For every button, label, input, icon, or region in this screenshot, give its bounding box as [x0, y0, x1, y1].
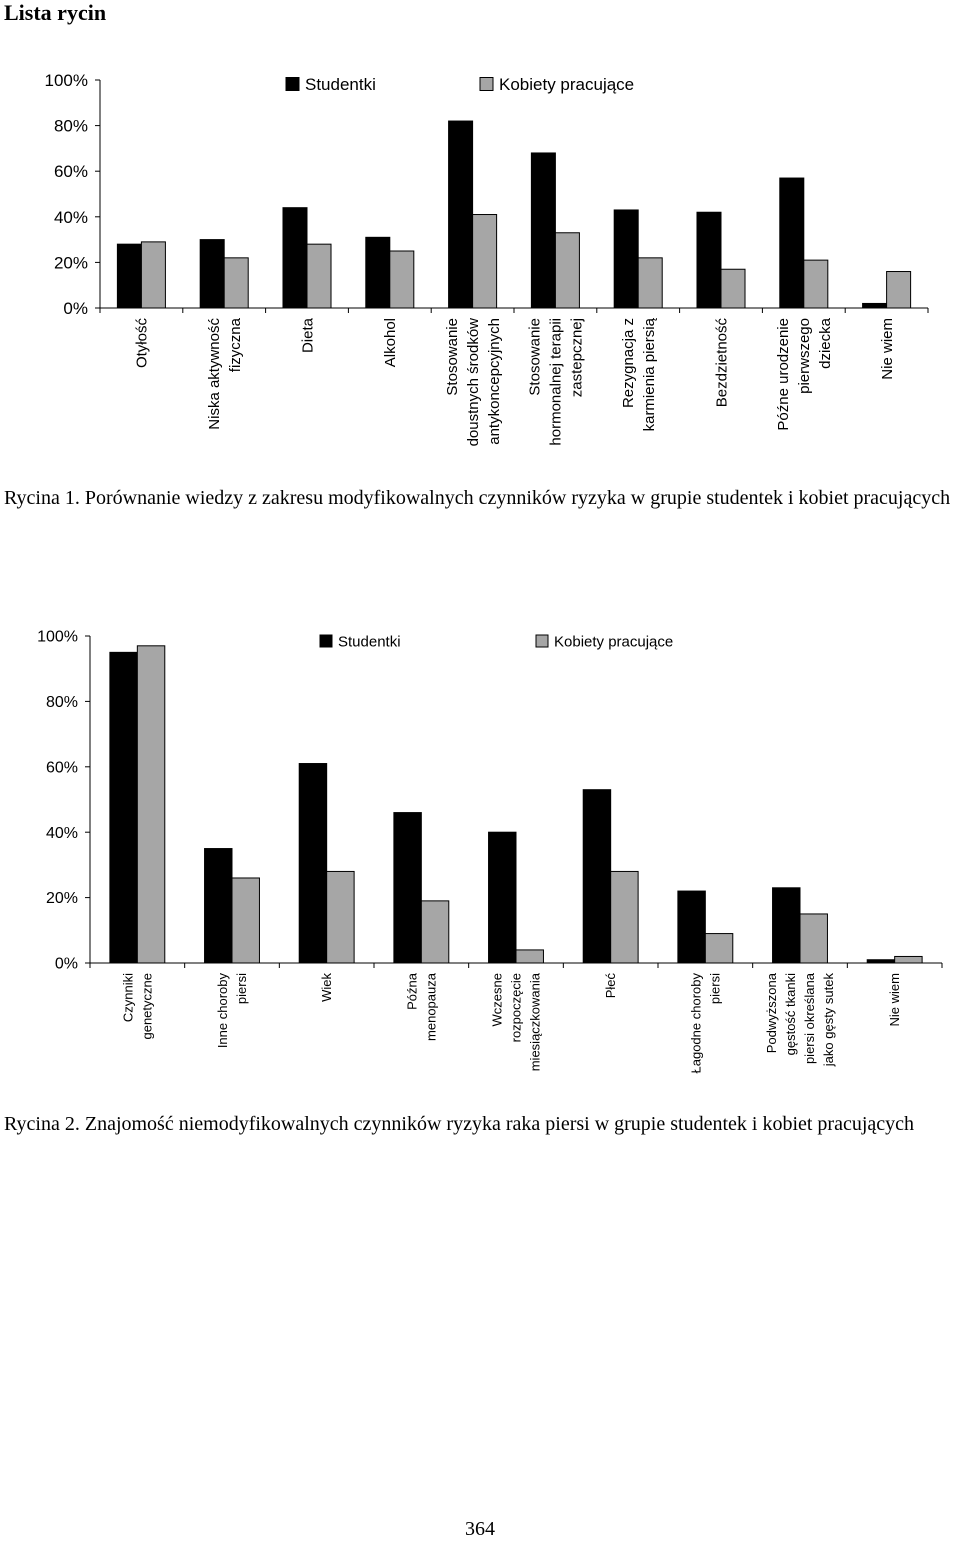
x-category-label-line: Wiek [319, 973, 335, 1002]
legend-label: Studentki [338, 633, 401, 651]
x-category-label [527, 318, 586, 446]
legend-label: Studentki [305, 74, 376, 94]
x-category-label [299, 317, 316, 353]
page-number: 364 [465, 1518, 495, 1540]
bar [283, 208, 307, 308]
x-category-label-line: Czynniki [120, 973, 136, 1023]
y-tick-label: 100% [37, 628, 78, 646]
legend-swatch [286, 78, 299, 91]
legend-swatch [536, 635, 548, 647]
bar [307, 244, 331, 308]
x-category-label-line: Inne choroby [215, 973, 231, 1049]
legend-label: Kobiety pracujące [499, 74, 635, 94]
y-tick-label: 100% [44, 70, 88, 90]
x-category-label-line: jako gęsty sutek [821, 973, 837, 1067]
x-category-label [688, 973, 722, 1074]
x-category-label-line: Rezygnacja z [619, 318, 637, 409]
bar [390, 251, 414, 308]
bar [141, 242, 165, 308]
bar [489, 832, 516, 963]
x-category-label-line: piersi [707, 973, 723, 1005]
x-category-label-line: Dieta [299, 318, 317, 354]
bar [366, 237, 390, 308]
bar [137, 646, 164, 963]
y-tick-label: 80% [53, 116, 88, 136]
x-category-label [879, 318, 896, 380]
bar [583, 790, 610, 963]
page-heading: Lista rycin [4, 0, 107, 25]
x-category-label [620, 317, 658, 431]
bar [780, 178, 804, 308]
legend-item [320, 633, 401, 650]
bar [200, 240, 224, 308]
bar [449, 121, 473, 308]
x-category-label [120, 973, 154, 1040]
x-category-label-line: Stosowanie [526, 318, 544, 396]
x-category-label-line: Nie wiem [887, 973, 903, 1027]
x-category-label [444, 318, 503, 447]
y-tick-label: 40% [45, 824, 78, 842]
bar [473, 215, 497, 308]
y-tick-label: 60% [45, 759, 78, 777]
legend-label: Kobiety pracujące [554, 633, 674, 651]
x-category-label-line: genetyczne [139, 973, 155, 1040]
x-category-label-line: Późna [404, 973, 420, 1010]
y-tick-label: 80% [45, 694, 78, 711]
bar [205, 849, 232, 963]
bar [516, 950, 543, 963]
bar [721, 269, 745, 308]
bar [804, 260, 828, 308]
x-category-label [134, 318, 151, 369]
x-category-label-line: Stosowanie [443, 317, 461, 396]
x-category-label-line: Alkohol [382, 318, 400, 368]
x-category-label [764, 972, 836, 1067]
x-category-label-line: doustnych środków [464, 317, 482, 447]
x-category-label-line: menopauza [423, 973, 439, 1041]
x-category-label-line: Podwyższona [764, 973, 780, 1054]
x-category-label-line: piersi określana [802, 973, 818, 1065]
x-category-label-line: fizyczna [226, 318, 244, 373]
x-category-label [319, 973, 334, 1002]
x-category-label [206, 317, 244, 429]
y-tick-label: 60% [53, 162, 88, 182]
x-category-label-line: Późne urodzenie [775, 318, 793, 431]
bar [299, 764, 326, 963]
x-category-label-line: Bezdzietność [713, 318, 731, 408]
y-tick-label: 20% [53, 253, 88, 273]
legend-item [286, 75, 376, 94]
x-category-label-line: piersi [234, 973, 250, 1005]
chart-2-non-modifiable-risk-factors [0, 616, 960, 1090]
x-category-label [713, 318, 730, 408]
legend-swatch [480, 78, 493, 91]
x-category-label-line: antykoncepcyjnych [485, 317, 503, 445]
x-category-label-line: Niska aktywność [205, 318, 223, 430]
bar [638, 258, 662, 308]
legend-item [480, 75, 634, 94]
x-category-label [775, 317, 834, 430]
bar [705, 934, 732, 963]
x-category-label-line: Otyłość [133, 318, 151, 369]
x-category-label [215, 973, 249, 1049]
bar [697, 212, 721, 308]
bar [421, 901, 448, 963]
y-tick-label: 0% [54, 955, 78, 973]
bar [327, 871, 354, 963]
x-category-label-line: Łagodne choroby [688, 973, 704, 1074]
bar [394, 813, 421, 963]
y-tick-label: 20% [45, 890, 78, 908]
y-tick-label: 0% [63, 298, 88, 318]
bar [232, 878, 259, 963]
x-category-label [603, 973, 618, 999]
x-category-label-line: Płeć [603, 973, 619, 999]
figure-caption-1: Rycina 1. Porównanie wiedzy z zakresu modyfikowalnych czynników ryzyka w grupie studentek i kobiet pracujących [4, 487, 951, 509]
x-category-label-line: miesiączkowania [527, 973, 543, 1072]
bar [863, 303, 887, 308]
bar [867, 960, 894, 963]
x-category-label-line: hormonalnej terapii [547, 318, 565, 446]
bar [614, 210, 638, 308]
bar [800, 914, 827, 963]
legend-swatch [320, 635, 332, 647]
bar [110, 652, 137, 963]
x-category-label-line: Wczesne [489, 973, 505, 1027]
figure-caption-2: Rycina 2. Znajomość niemodyfikowalnych czynników ryzyka raka piersi w grupie studentek i kobiet pracujących [4, 1113, 915, 1135]
x-category-label [490, 972, 543, 1071]
bar [224, 258, 248, 308]
bar [773, 888, 800, 963]
chart-1-modifiable-risk-factors [0, 60, 960, 472]
legend-item [536, 633, 673, 650]
bar [611, 871, 638, 963]
bar [531, 153, 555, 308]
x-category-label-line: rozpoczęcie [508, 973, 524, 1043]
x-category-label [404, 972, 438, 1041]
bar [117, 244, 141, 308]
bar [895, 956, 922, 963]
x-category-label-line: Nie wiem [878, 318, 896, 380]
bar [678, 891, 705, 963]
bar [887, 272, 911, 308]
x-category-label [887, 973, 902, 1026]
bar [555, 233, 579, 308]
x-category-label-line: gęstość tkanki [783, 973, 799, 1056]
y-tick-label: 40% [53, 207, 88, 227]
x-category-label-line: zastepcznej [568, 318, 586, 398]
x-category-label-line: pierwszego [796, 318, 814, 394]
x-category-label-line: dziecka [817, 318, 835, 369]
x-category-label-line: karmienia piersią [640, 318, 658, 432]
x-category-label [382, 318, 399, 367]
